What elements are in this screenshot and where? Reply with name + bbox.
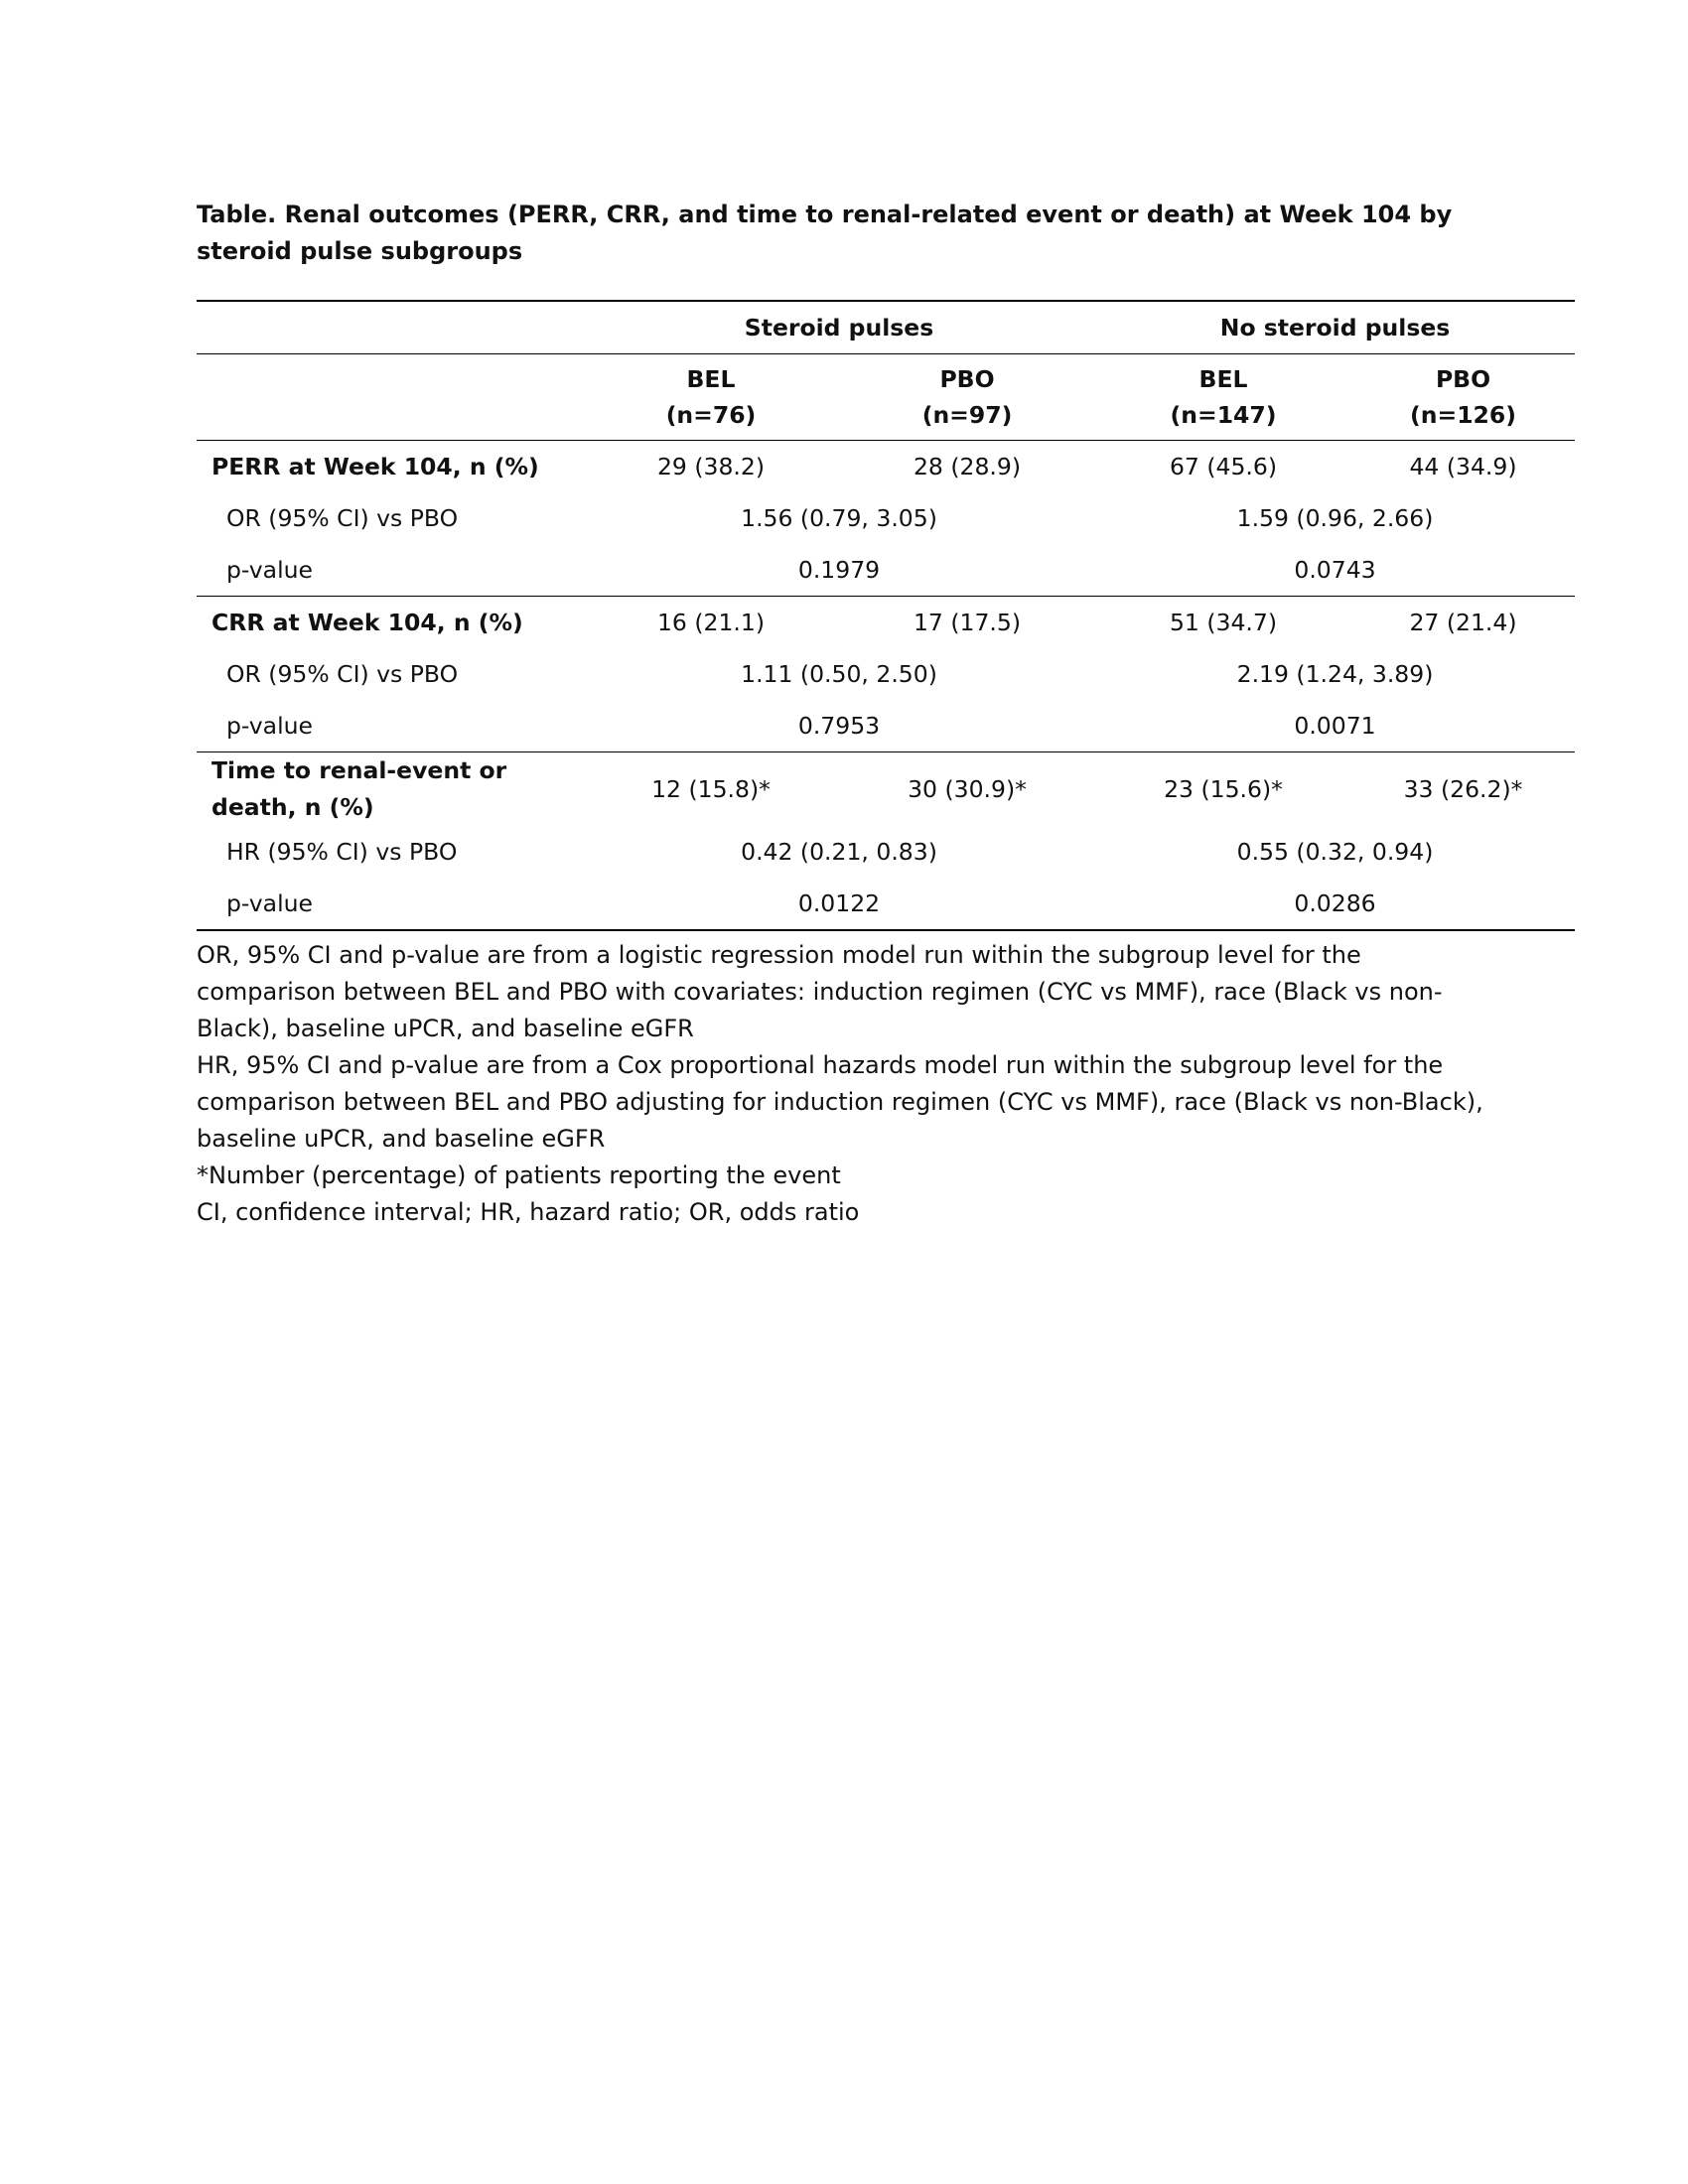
table-row-crr [197,597,1575,649]
table-cell: 0.0743 [1294,556,1376,584]
row-label: p-value [197,878,583,930]
row-label [197,752,583,827]
row-label: OR (95% CI) vs PBO [226,660,459,688]
table-row-time-hr [197,826,1575,878]
footnote: OR, 95% CI and p-value are from a logistic regression model run within the subgroup level for the comparison between BEL and PBO with covariates: induction regimen (CYC vs MMF), race (Black vs non-Black), baseline uPCR, and baseline eGFR [197,941,1443,1042]
table-cell: 17 (17.5) [839,597,1095,649]
group-header-steroid-pulses: Steroid pulses [583,301,1095,354]
table-cell: 16 (21.1) [583,597,839,649]
table-cell: 0.0286 [1095,878,1575,930]
group-header-row [197,301,1575,354]
table-row-perr [197,441,1575,493]
arm-name: BEL [686,365,736,393]
table-cell: 0.7953 [797,712,881,740]
document-page [197,197,1575,1231]
table-cell: 33 (26.2)* [1351,752,1575,827]
table-cell: 28 (28.9) [839,441,1095,493]
table-cell: 27 (21.4) [1351,597,1575,649]
table-row-time-pvalue [197,878,1575,930]
table-cell: 29 (38.2) [583,441,839,493]
table-cell: 23 (15.6)* [1095,752,1351,827]
row-label: p-value [226,556,313,584]
table-cell: 30 (30.9)* [839,752,1095,827]
arm-header-pbo-steroid [839,354,1095,441]
table-title: Table. Renal outcomes (PERR, CRR, and time to renal-related event or death) at Week 104 by steroid pulse subgroups [197,201,1453,265]
arm-name: PBO [1435,365,1491,393]
table-cell: 0.55 (0.32, 0.94) [1236,838,1434,866]
row-label-line: death, n (%) [211,793,374,821]
footnote: CI, confidence interval; HR, hazard ratio; OR, odds ratio [197,1198,860,1226]
table-cell: 51 (34.7) [1095,597,1351,649]
table-row-perr-or [197,492,1575,544]
arm-n: (n=76) [665,401,757,429]
table-row-time-to-event [197,752,1575,827]
empty-header-cell [197,354,583,441]
table-cell: 44 (34.9) [1351,441,1575,493]
group-header-no-steroid-pulses: No steroid pulses [1095,301,1575,354]
footnote: HR, 95% CI and p-value are from a Cox proportional hazards model run within the subgroup level for the comparison between BEL and PBO adjusting for induction regimen (CYC vs MMF), race (Black vs non-Black), baseline uPCR, and baseline eGFR [197,1051,1483,1153]
table-cell: 1.59 (0.96, 2.66) [1236,504,1434,532]
arm-name: BEL [1198,365,1248,393]
arm-header-bel-steroid [583,354,839,441]
table-cell: 67 (45.6) [1095,441,1351,493]
table-cell: 0.1979 [797,556,881,584]
table-row-crr-pvalue [197,700,1575,752]
arm-n: (n=97) [921,401,1013,429]
table-footnotes [197,937,1487,1231]
arm-name: PBO [939,365,995,393]
table-cell: 0.0071 [1294,712,1376,740]
empty-header-cell [197,301,583,354]
table-row-perr-pvalue [197,544,1575,597]
renal-outcomes-table [197,300,1575,931]
row-label: HR (95% CI) vs PBO [226,838,458,866]
arm-header-bel-no-steroid [1095,354,1351,441]
arm-n: (n=126) [1410,401,1516,429]
table-row-crr-or [197,648,1575,700]
row-label-line: Time to renal-event or [211,756,507,784]
table-cell: 0.0122 [583,878,1095,930]
table-cell: 1.11 (0.50, 2.50) [741,660,937,688]
arm-n: (n=147) [1170,401,1277,429]
arm-header-row [197,354,1575,441]
footnote: *Number (percentage) of patients reporting the event [197,1161,841,1189]
arm-header-pbo-no-steroid [1351,354,1575,441]
row-label: PERR at Week 104, n (%) [197,441,583,493]
row-label: OR (95% CI) vs PBO [226,504,459,532]
table-cell: 1.56 (0.79, 3.05) [741,504,937,532]
row-label: CRR at Week 104, n (%) [197,597,583,649]
table-cell: 12 (15.8)* [583,752,839,827]
table-cell: 2.19 (1.24, 3.89) [1236,660,1434,688]
row-label: p-value [226,712,313,740]
table-cell: 0.42 (0.21, 0.83) [741,838,937,866]
